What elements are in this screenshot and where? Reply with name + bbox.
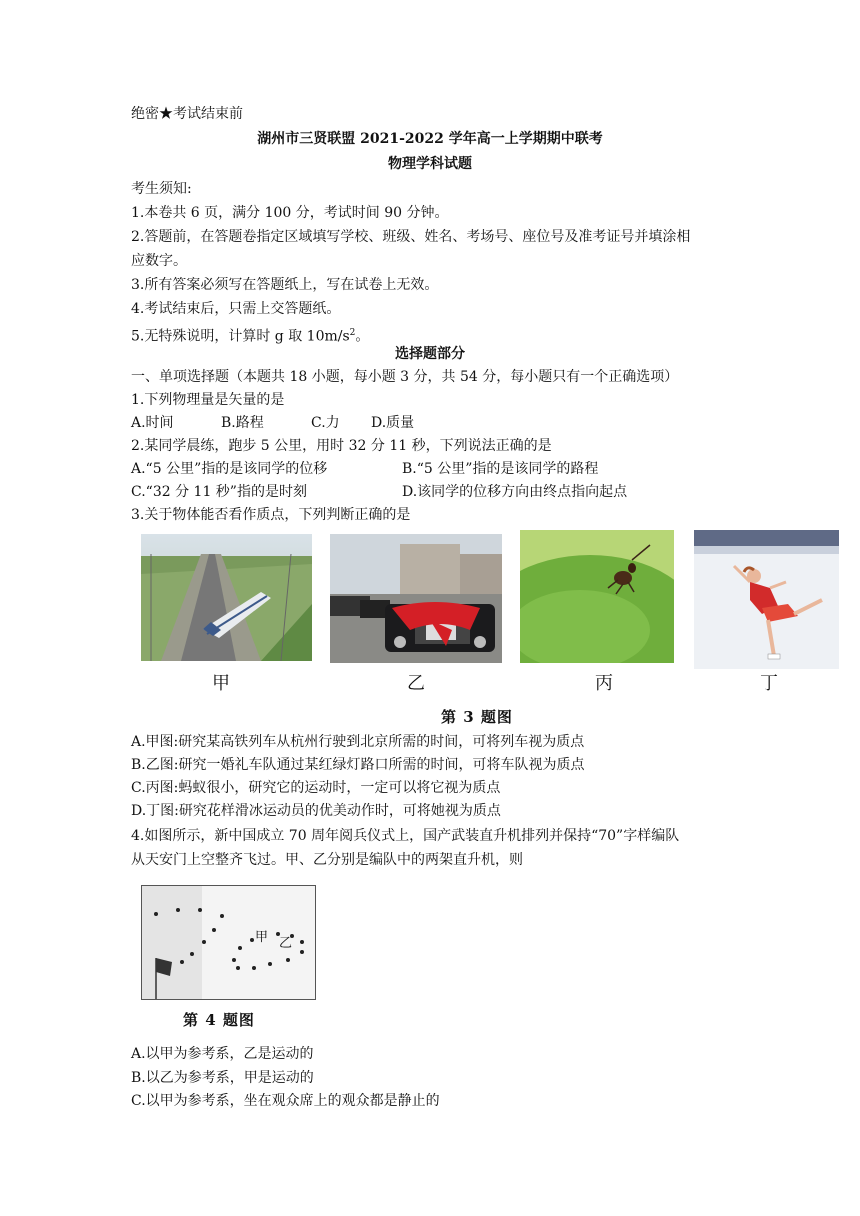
wedding-car-photo [330, 534, 502, 663]
q3-figure-caption: 第 3 题图 [441, 708, 513, 726]
q3-option-a: A.甲图:研究某高铁列车从杭州行驶到北京所需的时间，可将列车视为质点 [131, 734, 585, 750]
q1-option-b: B.路程 [221, 415, 264, 431]
q1-option-d: D.质量 [371, 415, 415, 431]
q3-stem: 3.关于物体能否看作质点，下列判断正确的是 [131, 507, 411, 523]
q4-option-a: A.以甲为参考系，乙是运动的 [131, 1046, 314, 1062]
q1-option-a: A.时间 [131, 415, 174, 431]
notice-item-5-text: 5.无特殊说明，计算时 g 取 10m/s [131, 328, 350, 345]
q4-figure-caption: 第 4 题图 [183, 1011, 255, 1029]
subject-title: 物理学科试题 [388, 156, 472, 172]
notice-item-5-period: 。 [355, 328, 370, 345]
figure-skater-photo [694, 530, 839, 669]
ant-photo [520, 530, 674, 663]
notice-item-2: 2.答题前，在答题卷指定区域填写学校、班级、姓名、考场号、座位号及准考证号并填涂相 [131, 229, 691, 245]
q3-option-b: B.乙图:研究一婚礼车队通过某红绿灯路口所需的时间，可将车队视为质点 [131, 757, 585, 773]
q4-option-b: B.以乙为参考系，甲是运动的 [131, 1070, 314, 1086]
q2-option-d: D.该同学的位移方向由终点指向起点 [402, 484, 628, 500]
superscript-2: 2 [349, 328, 356, 338]
notice-item-3: 3.所有答案必须写在答题纸上，写在试卷上无效。 [131, 277, 439, 293]
q3-option-d: D.丁图:研究花样滑冰运动员的优美动作时，可将她视为质点 [131, 803, 501, 819]
label-yi: 乙 [279, 936, 293, 951]
part1-heading: 一、单项选择题（本题共 18 小题，每小题 3 分，共 54 分，每小题只有一个正确选项） [131, 369, 679, 385]
caption-yi: 乙 [407, 673, 425, 694]
caption-ding: 丁 [760, 673, 778, 694]
notice-heading: 考生须知: [131, 181, 192, 197]
q2-option-b: B.“5 公里”指的是该同学的路程 [402, 461, 599, 477]
section-title: 选择题部分 [395, 346, 465, 362]
train-photo [141, 534, 312, 661]
exam-title: 湖州市三贤联盟 2021-2022 学年高一上学期期中联考 [257, 131, 603, 147]
notice-item-1: 1.本卷共 6 页，满分 100 分，考试时间 90 分钟。 [131, 205, 449, 221]
q1-option-c: C.力 [311, 415, 340, 431]
q4-stem-line2: 从天安门上空整齐飞过。甲、乙分别是编队中的两架直升机，则 [131, 852, 523, 868]
confidential-label: 绝密★考试结束前 [131, 106, 243, 122]
q4-option-c: C.以甲为参考系，坐在观众席上的观众都是静止的 [131, 1093, 440, 1109]
q3-option-c: C.丙图:蚂蚁很小，研究它的运动时，一定可以将它视为质点 [131, 780, 501, 796]
notice-item-2-cont: 应数字。 [131, 253, 187, 269]
q2-option-c: C.“32 分 11 秒”指的是时刻 [131, 484, 307, 500]
q2-option-a: A.“5 公里”指的是该同学的位移 [131, 461, 328, 477]
q1-stem: 1.下列物理量是矢量的是 [131, 392, 285, 408]
caption-jia: 甲 [212, 673, 230, 694]
q2-stem: 2.某同学晨练，跑步 5 公里，用时 32 分 11 秒，下列说法正确的是 [131, 438, 552, 454]
helicopter-formation-figure [141, 885, 316, 1000]
label-jia: 甲 [255, 930, 269, 945]
caption-bing: 丙 [595, 673, 613, 694]
q4-stem-line1: 4.如图所示，新中国成立 70 周年阅兵仪式上，国产武装直升机排列并保持“70”字样编队 [131, 828, 680, 844]
notice-item-4: 4.考试结束后，只需上交答题纸。 [131, 301, 341, 317]
